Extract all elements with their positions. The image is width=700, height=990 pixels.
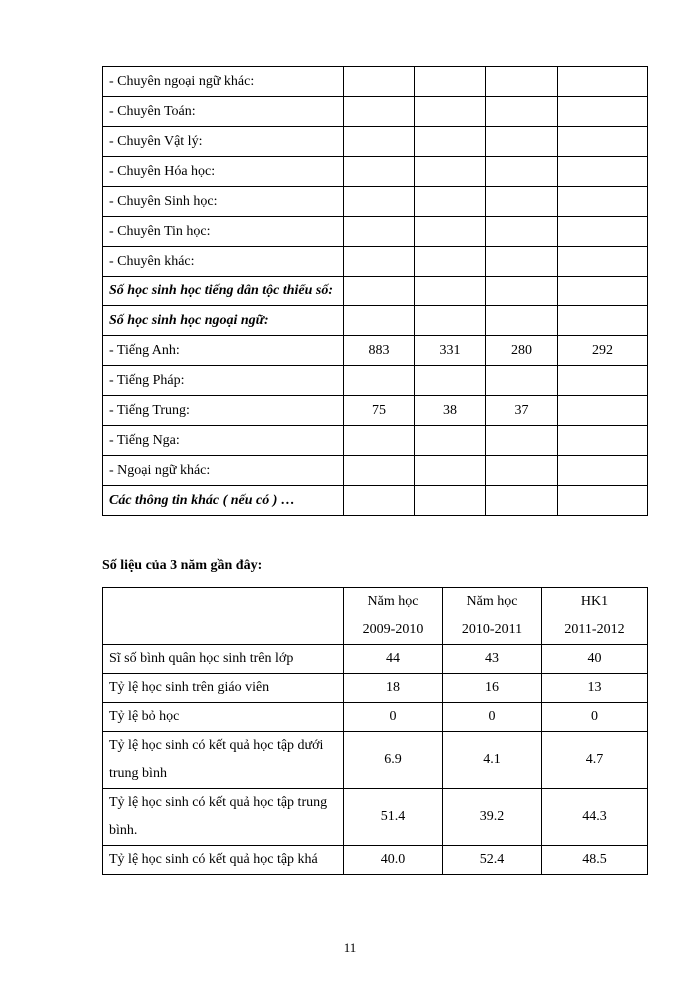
table-row bbox=[103, 67, 648, 97]
value-cell: 0 bbox=[443, 703, 542, 732]
row-label: - Ngoại ngữ khác: bbox=[103, 456, 344, 486]
value-cell: 75 bbox=[344, 396, 415, 426]
value-cell bbox=[344, 97, 415, 127]
value-cell bbox=[344, 247, 415, 277]
row-label: - Tiếng Trung: bbox=[103, 396, 344, 426]
table-row bbox=[103, 674, 648, 703]
table-row bbox=[103, 732, 648, 789]
row-label: Số học sinh học tiếng dân tộc thiểu số: bbox=[103, 277, 344, 306]
table-row bbox=[103, 247, 648, 277]
value-cell bbox=[344, 67, 415, 97]
value-cell bbox=[486, 67, 558, 97]
value-cell bbox=[558, 486, 648, 516]
value-cell bbox=[415, 366, 486, 396]
value-cell bbox=[558, 366, 648, 396]
statistics-table-3-years bbox=[102, 587, 648, 875]
row-label: - Tiếng Anh: bbox=[103, 336, 344, 366]
value-cell bbox=[486, 366, 558, 396]
table-row bbox=[103, 277, 648, 306]
value-cell: 44.3 bbox=[542, 789, 648, 846]
row-label: Tỷ lệ học sinh trên giáo viên bbox=[103, 674, 344, 703]
value-cell bbox=[486, 247, 558, 277]
row-label: Tỷ lệ học sinh có kết quả học tập trung bình. bbox=[103, 789, 344, 846]
value-cell bbox=[415, 426, 486, 456]
table-row bbox=[103, 703, 648, 732]
value-cell bbox=[558, 396, 648, 426]
table-header-row bbox=[103, 588, 648, 645]
value-cell bbox=[558, 426, 648, 456]
value-cell: 38 bbox=[415, 396, 486, 426]
value-cell: 331 bbox=[415, 336, 486, 366]
value-cell bbox=[558, 217, 648, 247]
value-cell: 292 bbox=[558, 336, 648, 366]
value-cell bbox=[486, 157, 558, 187]
table-row bbox=[103, 645, 648, 674]
row-label: Sĩ số bình quân học sinh trên lớp bbox=[103, 645, 344, 674]
value-cell: 0 bbox=[344, 703, 443, 732]
value-cell bbox=[558, 306, 648, 336]
header-year-2: Năm học 2010-2011 bbox=[443, 588, 542, 645]
value-cell bbox=[415, 127, 486, 157]
statistics-table-1 bbox=[102, 66, 648, 516]
value-cell bbox=[558, 97, 648, 127]
row-label: - Chuyên khác: bbox=[103, 247, 344, 277]
value-cell bbox=[486, 486, 558, 516]
table-row bbox=[103, 187, 648, 217]
value-cell bbox=[415, 277, 486, 306]
table-row bbox=[103, 336, 648, 366]
row-label: Tỷ lệ bỏ học bbox=[103, 703, 344, 732]
value-cell bbox=[558, 277, 648, 306]
value-cell bbox=[486, 217, 558, 247]
value-cell bbox=[415, 217, 486, 247]
value-cell: 40 bbox=[542, 645, 648, 674]
row-label: Các thông tin khác ( nếu có ) … bbox=[103, 486, 344, 516]
value-cell bbox=[344, 306, 415, 336]
value-cell bbox=[415, 67, 486, 97]
value-cell: 52.4 bbox=[443, 846, 542, 875]
table-row bbox=[103, 366, 648, 396]
value-cell: 43 bbox=[443, 645, 542, 674]
table-row bbox=[103, 157, 648, 187]
page-number: 11 bbox=[343, 940, 357, 955]
value-cell bbox=[486, 187, 558, 217]
value-cell: 51.4 bbox=[344, 789, 443, 846]
value-cell bbox=[344, 277, 415, 306]
value-cell bbox=[415, 247, 486, 277]
value-cell: 40.0 bbox=[344, 846, 443, 875]
value-cell bbox=[558, 127, 648, 157]
value-cell: 883 bbox=[344, 336, 415, 366]
value-cell bbox=[486, 426, 558, 456]
value-cell bbox=[486, 456, 558, 486]
value-cell: 4.1 bbox=[443, 732, 542, 789]
value-cell bbox=[415, 187, 486, 217]
section-heading: Số liệu của 3 năm gần đây: bbox=[102, 558, 263, 573]
row-label: Tỷ lệ học sinh có kết quả học tập dưới trung bình bbox=[103, 732, 344, 789]
row-label: - Tiếng Pháp: bbox=[103, 366, 344, 396]
table-row bbox=[103, 396, 648, 426]
value-cell: 280 bbox=[486, 336, 558, 366]
value-cell bbox=[344, 456, 415, 486]
value-cell: 0 bbox=[542, 703, 648, 732]
value-cell: 13 bbox=[542, 674, 648, 703]
value-cell: 48.5 bbox=[542, 846, 648, 875]
table-row bbox=[103, 456, 648, 486]
value-cell: 4.7 bbox=[542, 732, 648, 789]
table-row bbox=[103, 127, 648, 157]
value-cell bbox=[558, 247, 648, 277]
header-year-3: HK1 2011-2012 bbox=[542, 588, 648, 645]
table-row bbox=[103, 846, 648, 875]
value-cell bbox=[558, 157, 648, 187]
table-row bbox=[103, 217, 648, 247]
value-cell: 6.9 bbox=[344, 732, 443, 789]
row-label: Tỷ lệ học sinh có kết quả học tập khá bbox=[103, 846, 344, 875]
table-row bbox=[103, 789, 648, 846]
value-cell bbox=[558, 456, 648, 486]
value-cell bbox=[486, 277, 558, 306]
value-cell: 16 bbox=[443, 674, 542, 703]
value-cell bbox=[415, 97, 486, 127]
value-cell bbox=[486, 127, 558, 157]
value-cell bbox=[344, 127, 415, 157]
value-cell bbox=[344, 157, 415, 187]
row-label: - Chuyên Vật lý: bbox=[103, 127, 344, 157]
value-cell bbox=[558, 67, 648, 97]
value-cell bbox=[415, 306, 486, 336]
value-cell bbox=[486, 97, 558, 127]
value-cell bbox=[558, 187, 648, 217]
value-cell: 37 bbox=[486, 396, 558, 426]
row-label: - Chuyên Tin học: bbox=[103, 217, 344, 247]
row-label: - Chuyên Hóa học: bbox=[103, 157, 344, 187]
table-row bbox=[103, 306, 648, 336]
header-empty-cell bbox=[103, 588, 344, 645]
header-year-1: Năm học 2009-2010 bbox=[344, 588, 443, 645]
table-row bbox=[103, 97, 648, 127]
value-cell bbox=[344, 366, 415, 396]
row-label: - Chuyên Toán: bbox=[103, 97, 344, 127]
row-label: - Tiếng Nga: bbox=[103, 426, 344, 456]
value-cell bbox=[344, 217, 415, 247]
value-cell: 39.2 bbox=[443, 789, 542, 846]
value-cell bbox=[344, 486, 415, 516]
value-cell bbox=[415, 486, 486, 516]
value-cell: 44 bbox=[344, 645, 443, 674]
value-cell bbox=[486, 306, 558, 336]
table-row bbox=[103, 426, 648, 456]
row-label: Số học sinh học ngoại ngữ: bbox=[103, 306, 344, 336]
value-cell bbox=[415, 456, 486, 486]
value-cell bbox=[344, 187, 415, 217]
value-cell bbox=[344, 426, 415, 456]
value-cell: 18 bbox=[344, 674, 443, 703]
row-label: - Chuyên ngoại ngữ khác: bbox=[103, 67, 344, 97]
table-row bbox=[103, 486, 648, 516]
value-cell bbox=[415, 157, 486, 187]
row-label: - Chuyên Sinh học: bbox=[103, 187, 344, 217]
